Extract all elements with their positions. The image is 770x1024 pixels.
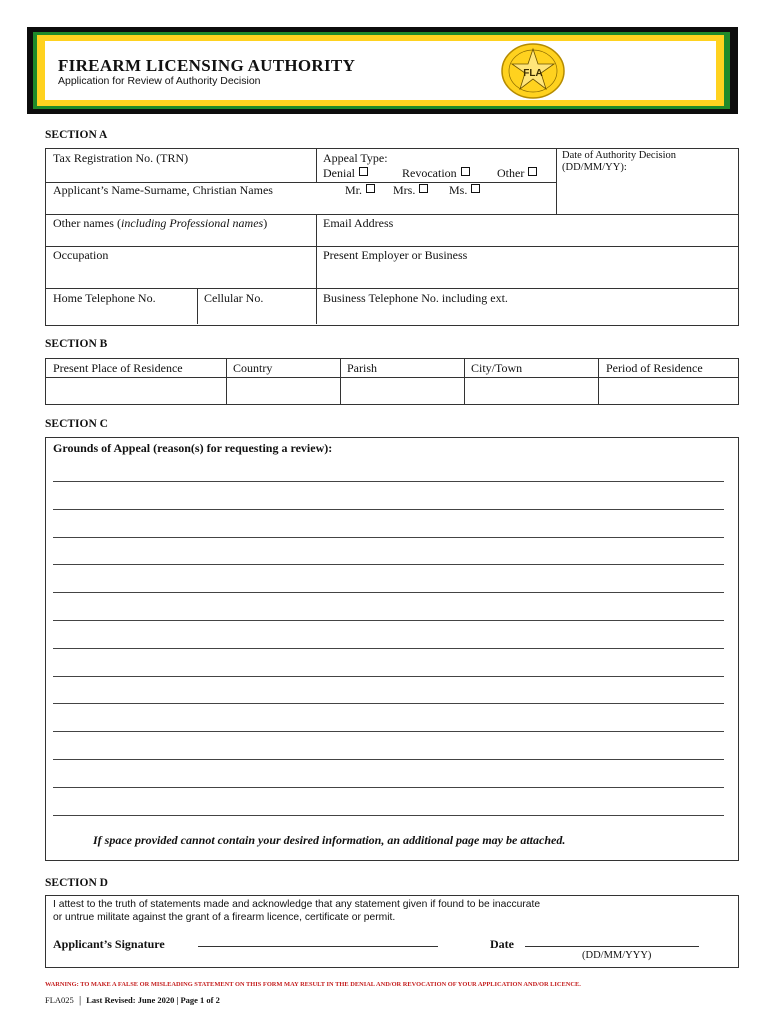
page-title: FIREARM LICENSING AUTHORITY [58, 56, 356, 75]
ms-checkbox[interactable] [471, 184, 480, 193]
other-names-suffix: ) [263, 216, 268, 230]
writing-line[interactable] [53, 815, 724, 816]
form-code: FLA025 [45, 995, 74, 1005]
appeal-type-label: Appeal Type: [323, 151, 388, 165]
mrs-checkbox[interactable] [419, 184, 428, 193]
divider [340, 358, 341, 404]
section-a-heading: SECTION A [45, 129, 108, 141]
other-names-label [53, 216, 308, 230]
fla-seal-logo [500, 42, 566, 100]
email-label: Email Address [323, 216, 394, 230]
date-label: Date [490, 937, 514, 951]
page-subtitle: Application for Review of Authority Decision [58, 75, 261, 87]
divider [316, 148, 317, 182]
other-names-italic: including Professional names [120, 216, 264, 230]
section-d-heading: SECTION D [45, 877, 108, 889]
residence-column-header: Present Place of Residence [53, 361, 183, 375]
ms-label: Ms. [449, 183, 468, 197]
decision-date-format: (DD/MM/YY): [562, 162, 627, 173]
appeal-revocation-option[interactable] [402, 166, 470, 181]
divider [598, 358, 599, 404]
revocation-checkbox[interactable] [461, 167, 470, 176]
section-c-heading: SECTION C [45, 418, 108, 430]
cellular-label: Cellular No. [204, 291, 264, 305]
writing-line[interactable] [53, 481, 724, 482]
mrs-label: Mrs. [393, 183, 416, 197]
warning-text: WARNING: TO MAKE A FALSE OR MISLEADING STATEMENT ON THIS FORM MAY RESULT IN THE DENIAL AND/OR REVOCATION OF YOUR APPLICATION AND/OR LICENCE. [45, 981, 581, 988]
writing-line[interactable] [53, 537, 724, 538]
divider [464, 358, 465, 404]
seal-text: FLA [523, 68, 543, 79]
occupation-label: Occupation [53, 248, 109, 262]
writing-line[interactable] [53, 759, 724, 760]
other-label: Other [497, 166, 525, 180]
divider [556, 148, 557, 214]
decision-date-label: Date of Authority Decision [562, 150, 677, 161]
writing-line[interactable] [53, 787, 724, 788]
country-column-header: Country [233, 361, 273, 375]
writing-line[interactable] [53, 564, 724, 565]
title-ms-option[interactable] [449, 183, 480, 198]
city-town-column-header: City/Town [471, 361, 523, 375]
divider [316, 214, 317, 324]
divider [45, 288, 738, 289]
revision-info: Last Revised: June 2020 | Page 1 of 2 [86, 995, 220, 1005]
date-format-hint: (DD/MM/YYY) [582, 950, 652, 961]
divider [197, 288, 198, 324]
signature-label: Applicant’s Signature [53, 937, 165, 951]
title-mrs-option[interactable] [393, 183, 428, 198]
denial-checkbox[interactable] [359, 167, 368, 176]
divider [45, 246, 738, 247]
parish-column-header: Parish [347, 361, 377, 375]
other-names-prefix: Other names ( [53, 216, 121, 230]
trn-field[interactable] [53, 155, 308, 179]
appeal-other-option[interactable] [497, 166, 537, 181]
home-telephone-label: Home Telephone No. [53, 291, 156, 305]
divider [45, 377, 738, 378]
signature-field[interactable] [198, 946, 438, 947]
writing-line[interactable] [53, 703, 724, 704]
trn-label: Tax Registration No. (TRN) [53, 151, 189, 165]
revocation-label: Revocation [402, 166, 457, 180]
writing-line[interactable] [53, 731, 724, 732]
writing-line[interactable] [53, 620, 724, 621]
form-footer: FLA025 | Last Revised: June 2020 | Page 1 of 2 [45, 994, 220, 1006]
attestation-line-1: I attest to the truth of statements made and acknowledge that any statement given if found to be inaccurate [53, 899, 541, 910]
applicant-name-label: Applicant’s Name-Surname, Christian Names [53, 183, 273, 197]
writing-line[interactable] [53, 509, 724, 510]
writing-line[interactable] [53, 592, 724, 593]
section-b-heading: SECTION B [45, 338, 108, 350]
grounds-of-appeal-box[interactable] [45, 437, 739, 861]
date-field[interactable] [525, 946, 699, 947]
writing-line[interactable] [53, 648, 724, 649]
writing-line[interactable] [53, 676, 724, 677]
grounds-of-appeal-label: Grounds of Appeal (reason(s) for requesting a review): [53, 441, 333, 455]
mr-label: Mr. [345, 183, 363, 197]
employer-label: Present Employer or Business [323, 248, 468, 262]
denial-label: Denial [323, 166, 355, 180]
divider [226, 358, 227, 404]
title-mr-option[interactable] [345, 183, 375, 198]
attestation-line-2: or untrue militate against the grant of a firearm licence, certificate or permit. [53, 912, 396, 923]
mr-checkbox[interactable] [366, 184, 375, 193]
business-telephone-label: Business Telephone No. including ext. [323, 291, 508, 305]
appeal-denial-option[interactable] [323, 166, 368, 181]
period-column-header: Period of Residence [606, 361, 703, 375]
other-checkbox[interactable] [528, 167, 537, 176]
divider [45, 214, 738, 215]
additional-page-note: If space provided cannot contain your desired information, an additional page may be attached. [93, 833, 566, 847]
